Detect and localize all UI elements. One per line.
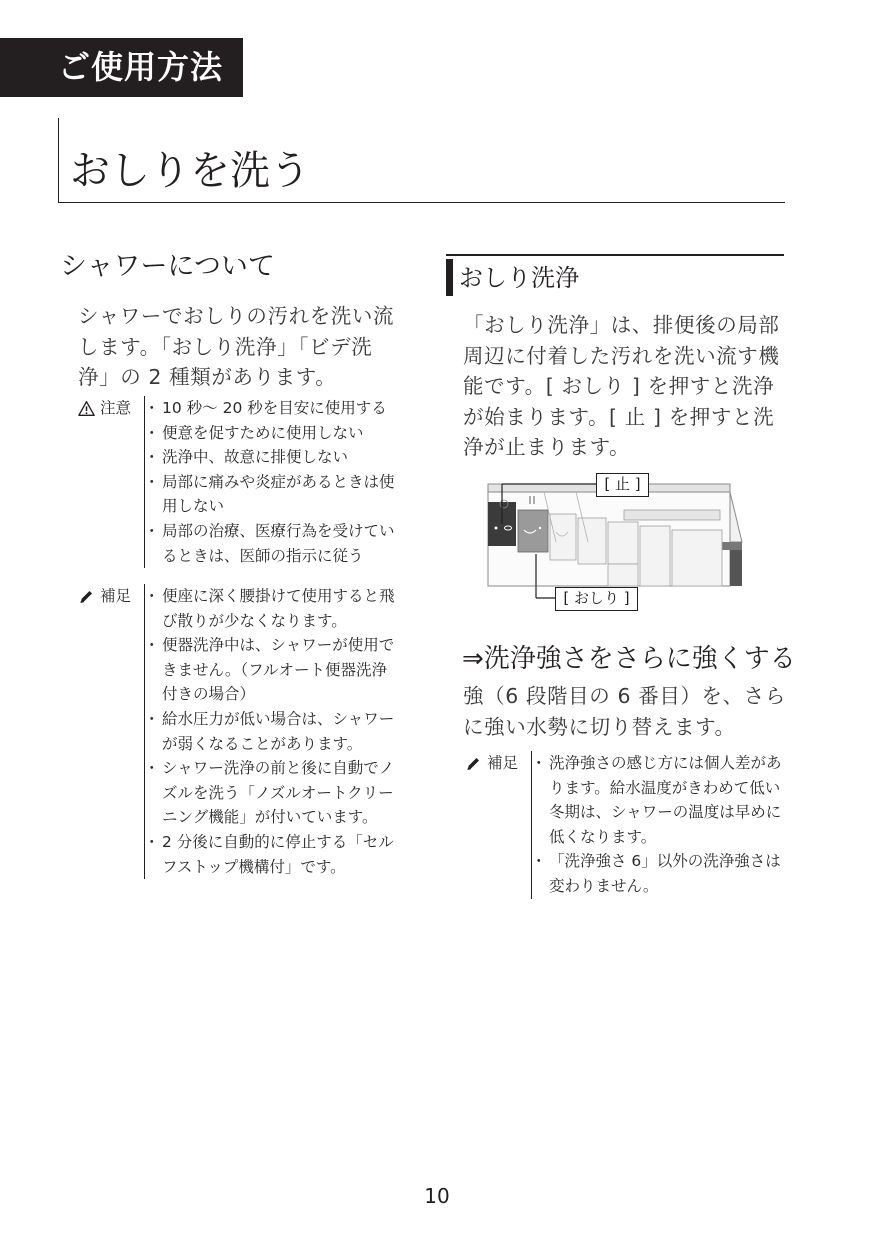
supplement-item: ・ 2 分後に自動的に停止する「セルフストップ機構付」です。 bbox=[149, 830, 400, 879]
page-number: 10 bbox=[424, 1184, 450, 1208]
pencil-icon bbox=[465, 755, 482, 772]
oshiri-callout: [ おしり ] bbox=[555, 587, 638, 611]
caution-item: ・ 局部の治療、医療行為を受けているときは、医師の指示に従う bbox=[149, 519, 398, 568]
warning-icon bbox=[78, 400, 95, 417]
supplement-label bbox=[465, 751, 531, 899]
caution-label-text: 注意 bbox=[100, 399, 132, 417]
caution-item: ・ 便意を促すために使用しない bbox=[149, 421, 398, 446]
shower-lead: シャワーでおしりの汚れを洗い流します。「おしり洗浄」「ビデ洗浄」の 2 種類があります。 bbox=[78, 304, 395, 389]
supplement-list bbox=[149, 584, 400, 879]
caution-item: ・ 10 秒～ 20 秒を目安に使用する bbox=[149, 396, 398, 421]
caution-block bbox=[78, 396, 398, 568]
strength-supplement-block bbox=[465, 751, 785, 899]
supplement-item: ・ 給水圧力が低い場合は、シャワーが弱くなることがあります。 bbox=[149, 707, 400, 756]
oshiri-heading: おしり洗浄 bbox=[459, 264, 579, 292]
shower-heading: シャワーについて bbox=[60, 251, 275, 282]
strength-lead: 強（6 段階目の 6 番目）を、さらに強い水勢に切り替えます。 bbox=[463, 684, 786, 739]
heading-bar bbox=[446, 259, 453, 296]
supplement-list bbox=[536, 751, 785, 899]
supplement-item: ・ シャワー洗浄の前と後に自動でノズルを洗う「ノズルオートクリーニング機能」が付いています。 bbox=[149, 756, 400, 830]
pencil-icon bbox=[78, 588, 95, 605]
caution-item: ・ 洗浄中、故意に排便しない bbox=[149, 445, 398, 470]
supplement-item: ・ 便座に深く腰掛けて使用すると飛び散りが少なくなります。 bbox=[149, 584, 400, 633]
section-tab: ご使用方法 bbox=[0, 38, 243, 97]
supplement-label-text: 補足 bbox=[100, 587, 132, 605]
shower-supplement-block bbox=[78, 584, 400, 879]
supplement-label-text: 補足 bbox=[487, 754, 519, 772]
page-title-frame bbox=[58, 118, 785, 203]
oshiri-heading-frame bbox=[446, 254, 784, 296]
oshiri-lead: 「おしり洗浄」は、排便後の局部周辺に付着した汚れを洗い流す機能です。[ おしり ] を押すと洗浄が始まります。[ 止 ] を押すと洗浄が止まります。 bbox=[463, 313, 780, 459]
caution-label bbox=[78, 396, 144, 568]
strength-heading: ⇒洗浄強さをさらに強くする bbox=[462, 644, 796, 674]
caution-list bbox=[149, 396, 398, 568]
page-title: おしりを洗う bbox=[70, 148, 310, 194]
supplement-item: ・ 便器洗浄中は、シャワーが使用できません。（フルオート便器洗浄付きの場合） bbox=[149, 633, 400, 707]
supplement-item: ・ 洗浄強さの感じ方には個人差があります。給水温度がきわめて低い冬期は、シャワーの温度は早めに低くなります。 bbox=[536, 751, 785, 849]
supplement-label bbox=[78, 584, 144, 879]
supplement-item: ・ 「洗浄強さ 6」以外の洗浄強さは変わりません。 bbox=[536, 849, 785, 898]
caution-item: ・ 局部に痛みや炎症があるときは使用しない bbox=[149, 470, 398, 519]
stop-callout: [ 止 ] bbox=[596, 473, 649, 497]
